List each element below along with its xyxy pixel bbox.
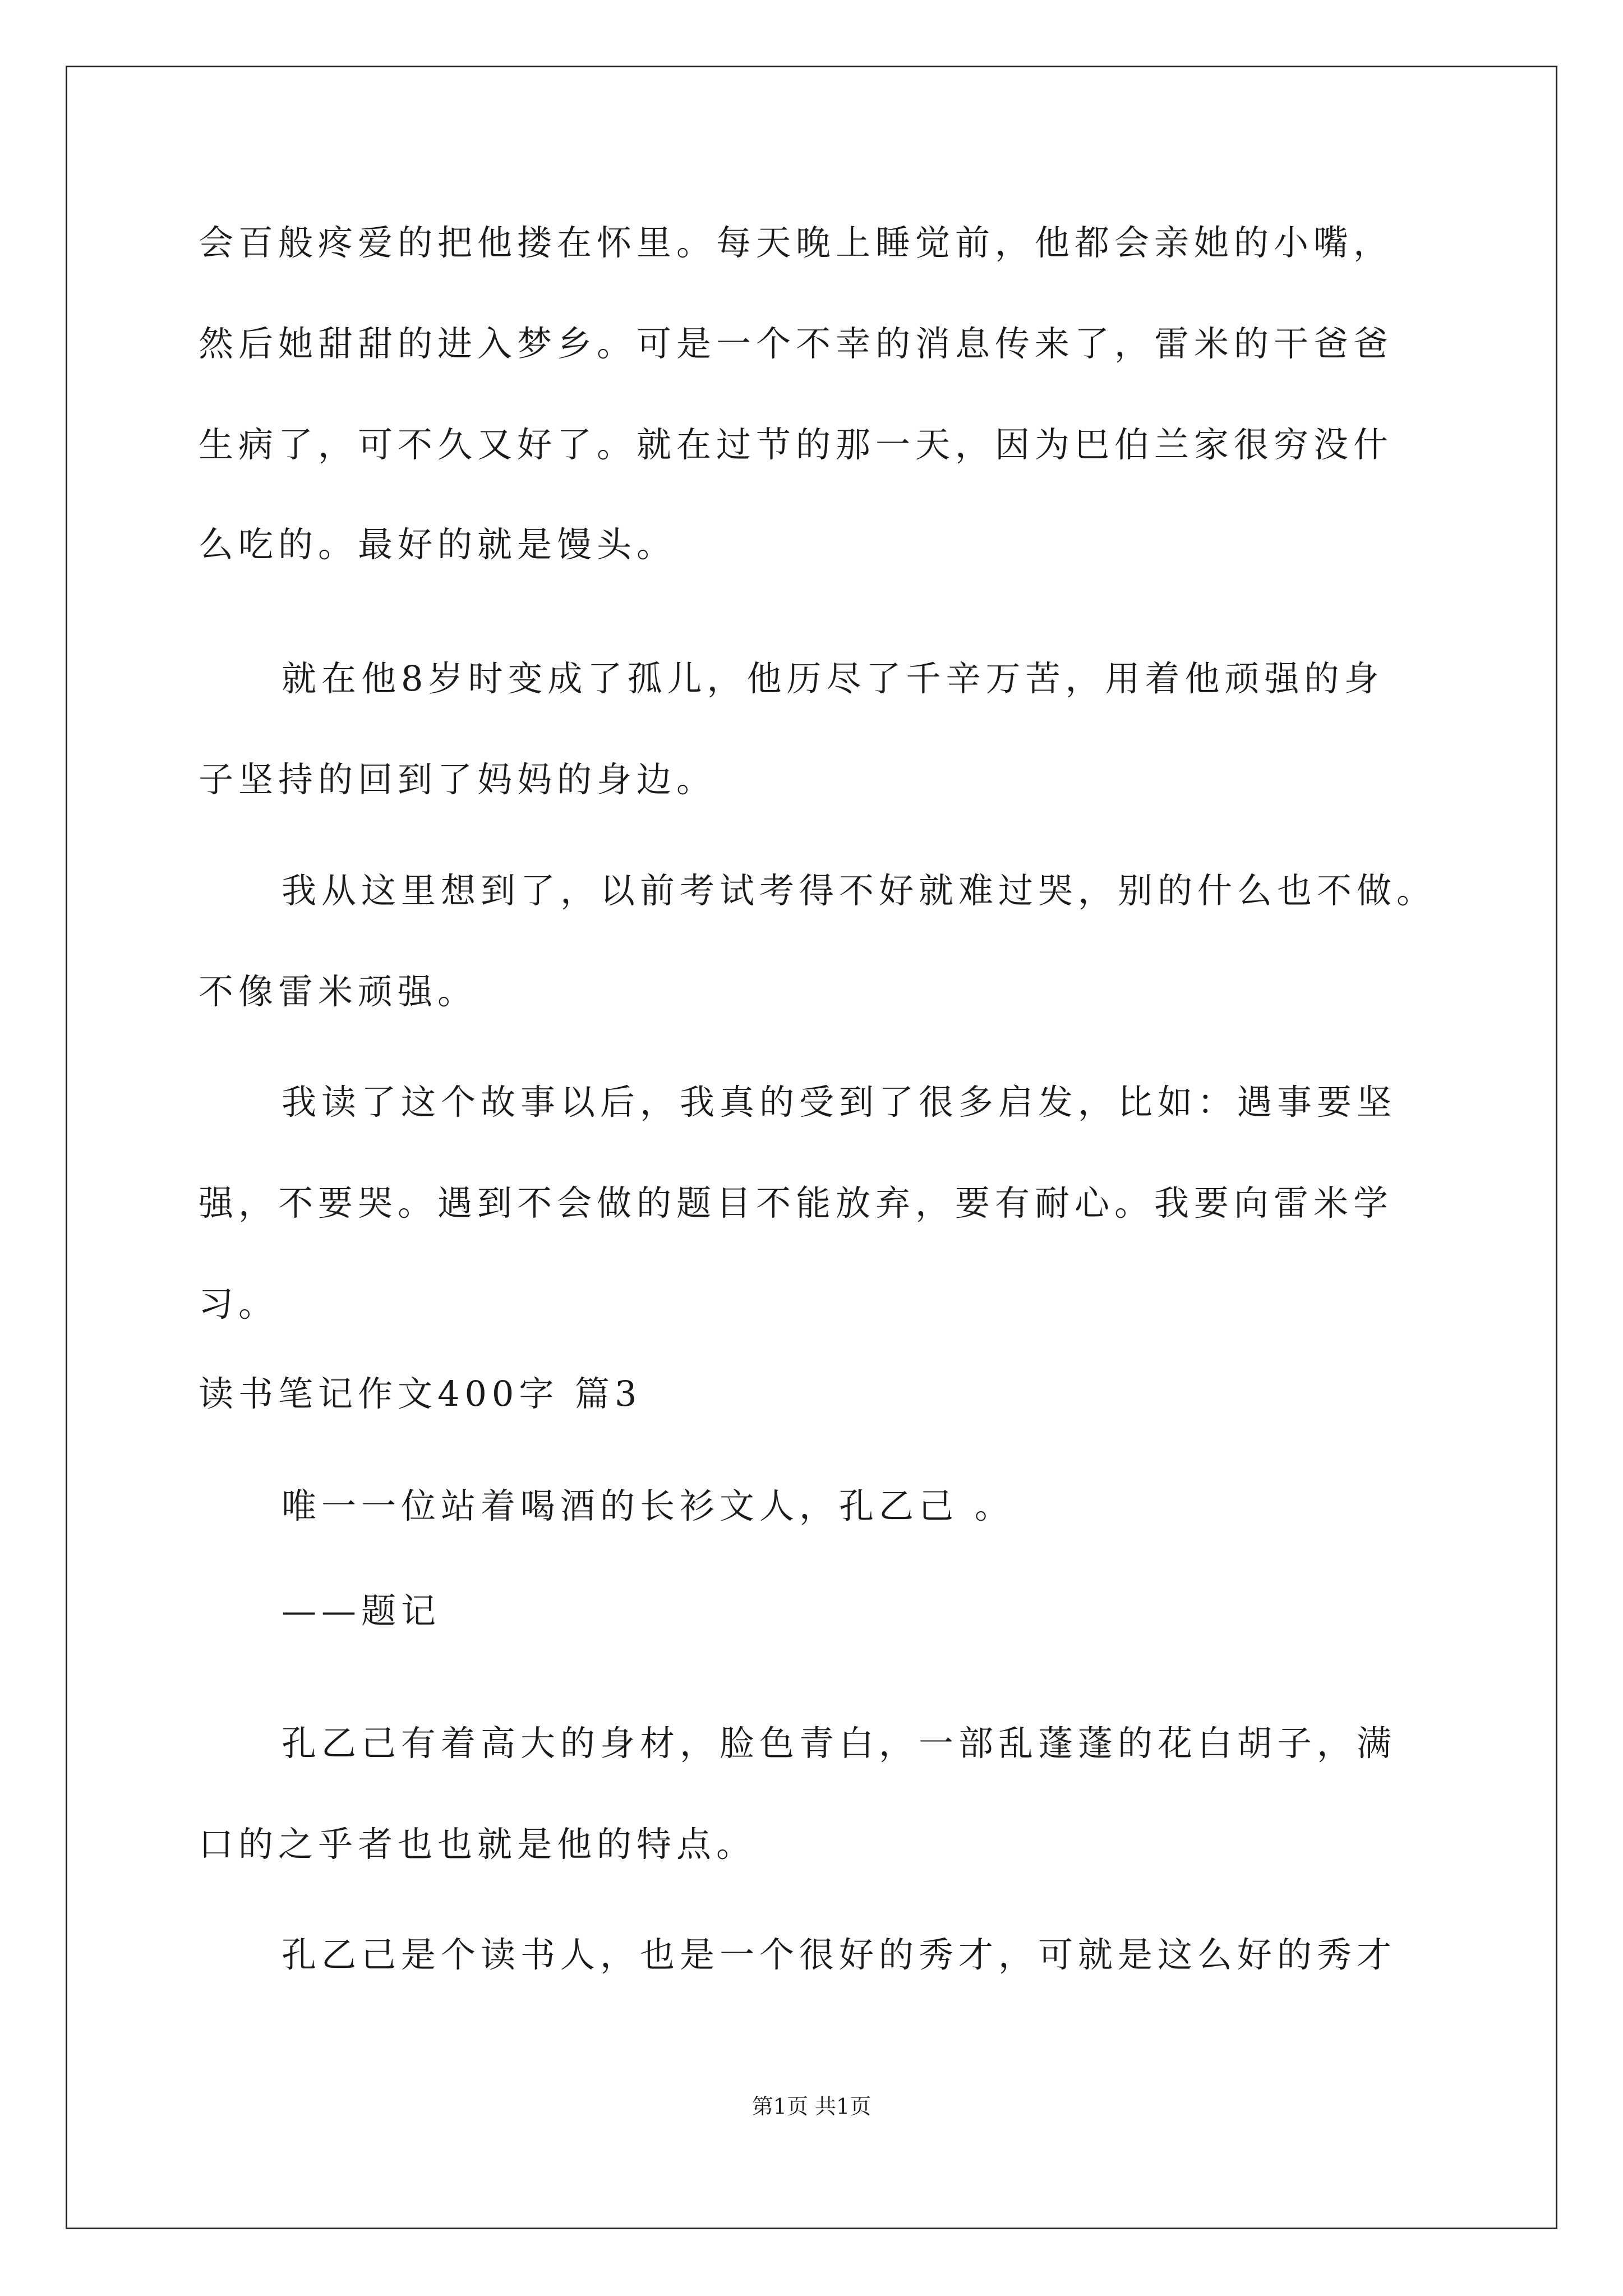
text-line: 习。 [199,1283,279,1324]
paragraph-start: 孔乙己有着高大的身材，脸色青白，一部乱蓬蓬的花白胡子，满 [282,1723,1397,1764]
paragraph-start: 就在他8岁时变成了孤儿，他历尽了千辛万苦，用着他顽强的身 [282,658,1384,699]
section-heading: 读书笔记作文400字 篇3 [199,1373,642,1414]
text-line: 然后她甜甜的进入梦乡。可是一个不幸的消息传来了，雷米的干爸爸 [199,323,1394,364]
text-line: 口的之乎者也也就是他的特点。 [199,1824,757,1865]
text-line: 么吃的。最好的就是馒头。 [199,524,677,565]
paragraph-start: 我读了这个故事以后，我真的受到了很多启发，比如：遇事要坚 [282,1082,1397,1122]
text-line: 不像雷米顽强。 [199,971,478,1012]
text-line: 生病了，可不久又好了。就在过节的那一天，因为巴伯兰家很穷没什 [199,424,1394,465]
paragraph-start: 唯一一位站着喝酒的长衫文人，孔乙己 。 [282,1485,1015,1526]
page-number: 第1页 共1页 [751,2094,872,2119]
text-line: 子坚持的回到了妈妈的身边。 [199,759,717,800]
paragraph-start: 孔乙己是个读书人，也是一个很好的秀才，可就是这么好的秀才 [282,1934,1397,1975]
paragraph-start: 我从这里想到了，以前考试考得不好就难过哭，别的什么也不做。 [282,870,1437,911]
epigraph-attribution: ——题记 [282,1590,441,1631]
text-line: 会百般疼爱的把他搂在怀里。每天晚上睡觉前，他都会亲她的小嘴， [199,222,1394,263]
text-line: 强，不要哭。遇到不会做的题目不能放弃，要有耐心。我要向雷米学 [199,1182,1394,1223]
page-border [66,66,1557,2229]
